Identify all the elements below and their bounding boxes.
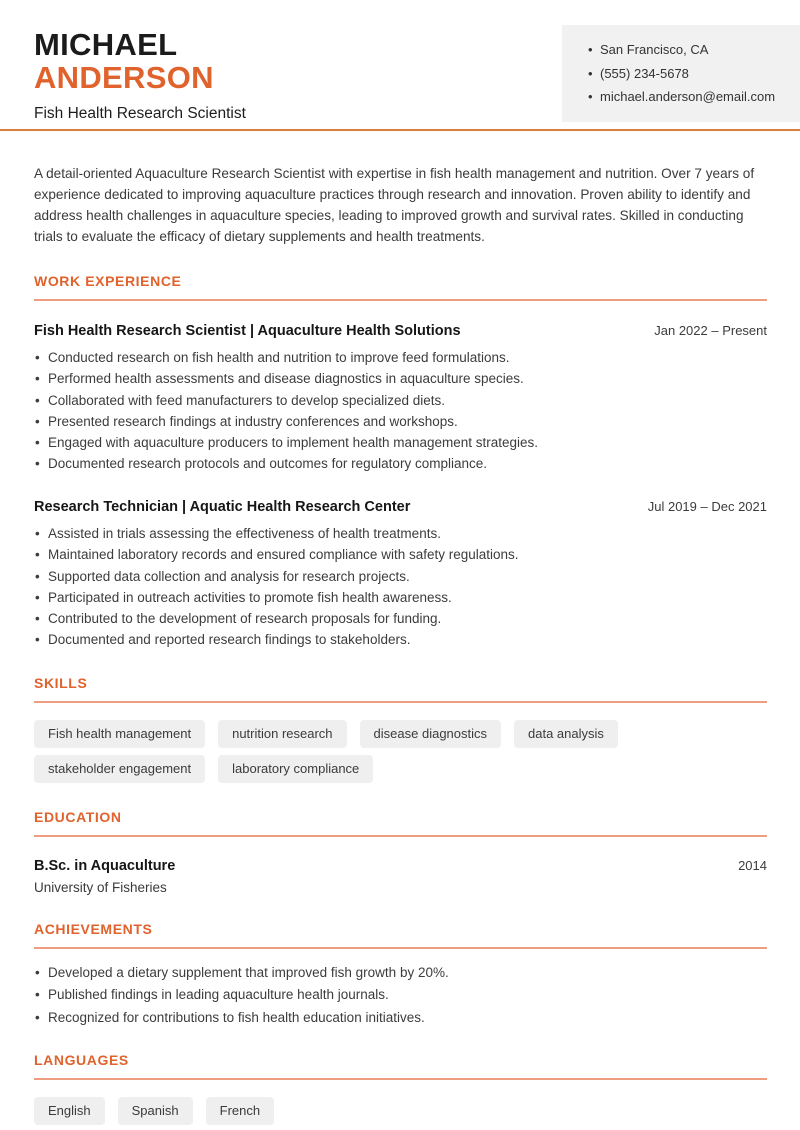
achievements-title: ACHIEVEMENTS (34, 921, 767, 949)
resume-content (0, 163, 800, 1125)
job-heading: Research Technician | Aquatic Health Research Center (34, 498, 411, 515)
job-dates: Jul 2019 – Dec 2021 (647, 498, 767, 514)
education-year: 2014 (738, 857, 767, 873)
bullet-icon: • (588, 89, 593, 104)
skill-chip: Fish health management (34, 720, 205, 748)
contact-phone-text: (555) 234-5678 (600, 65, 689, 81)
bullet-icon: • (588, 65, 593, 81)
skill-chip: disease diagnostics (360, 720, 501, 748)
job-heading: Fish Health Research Scientist | Aquaculture Health Solutions (34, 323, 461, 339)
languages-chip-list (34, 1097, 767, 1125)
job-header (34, 499, 767, 515)
contact-card (562, 25, 800, 122)
achievements-bullet-list (34, 965, 767, 1027)
summary-paragraph: A detail-oriented Aquaculture Research Scientist with expertise in fish health management and nutrition. Over 7 years of experience dedicated to improving aquaculture practices through research and innovation. Proven ability to identify and address health challenges in aquaculture species, leading to improved growth and survival rates. Skilled in conducting trials to evaluate the efficacy of dietary supplements and health treatments. (34, 166, 755, 244)
skill-chip: laboratory compliance (218, 755, 373, 783)
job-bullet: • Assisted in trials assessing the effectiveness of health treatments. (34, 526, 767, 543)
header (0, 0, 800, 129)
contact-location-text: San Francisco, CA (600, 42, 709, 57)
contact-email-text: michael.anderson@email.com (600, 89, 776, 104)
skill-chip: stakeholder engagement (34, 755, 205, 783)
section-languages (34, 1052, 767, 1125)
skills-chip-list (34, 720, 767, 783)
job-bullet: • Participated in outreach activities to promote fish health awareness. (34, 590, 767, 607)
skills-title: SKILLS (34, 675, 767, 703)
first-name: MICHAEL (34, 27, 178, 62)
header-job-title: Fish Health Research Scientist (34, 105, 246, 122)
education-degree: B.Sc. in Aquaculture (34, 857, 176, 874)
job-bullet: • Documented research protocols and outcomes for regulatory compliance. (34, 456, 767, 473)
job-entry (34, 323, 767, 473)
skill-chip: data analysis (514, 720, 618, 748)
job-header (34, 323, 767, 339)
contact-location (588, 38, 784, 62)
last-name: ANDERSON (34, 60, 214, 95)
language-chip: French (206, 1097, 274, 1125)
job-bullet: • Contributed to the development of research proposals for funding. (34, 611, 767, 628)
job-bullet-list (34, 350, 767, 473)
job-bullet: • Engaged with aquaculture producers to implement health management strategies. (34, 435, 767, 452)
job-bullet: • Presented research findings at industry conferences and workshops. (34, 414, 767, 431)
job-bullet: • Conducted research on fish health and nutrition to improve feed formulations. (34, 350, 767, 367)
achievement-bullet: • Published findings in leading aquaculture health journals. (34, 987, 767, 1004)
section-education (34, 809, 767, 895)
section-work-experience (34, 273, 767, 649)
bullet-icon: • (588, 42, 593, 57)
job-bullet: • Supported data collection and analysis for research projects. (34, 569, 767, 586)
language-chip: English (34, 1097, 105, 1125)
job-dates: Jan 2022 – Present (654, 323, 767, 338)
section-skills (34, 675, 767, 783)
job-bullet: • Maintained laboratory records and ensured compliance with safety regulations. (34, 547, 767, 564)
language-chip: Spanish (118, 1097, 193, 1125)
job-bullet: • Documented and reported research findings to stakeholders. (34, 632, 767, 649)
education-school: University of Fisheries (34, 879, 167, 895)
education-entry (34, 858, 767, 874)
job-bullet-list (34, 526, 767, 649)
work-experience-title: WORK EXPERIENCE (34, 273, 767, 301)
job-entry (34, 499, 767, 649)
job-bullet: • Collaborated with feed manufacturers to develop specialized diets. (34, 393, 767, 410)
education-title: EDUCATION (34, 809, 767, 837)
contact-phone (588, 62, 784, 86)
contact-list (588, 38, 784, 109)
skill-chip: nutrition research (218, 720, 346, 748)
languages-title: LANGUAGES (34, 1052, 767, 1080)
achievement-bullet: • Developed a dietary supplement that improved fish growth by 20%. (34, 965, 767, 982)
job-bullet: • Performed health assessments and disease diagnostics in aquaculture species. (34, 371, 767, 388)
section-achievements (34, 921, 767, 1027)
achievement-bullet: • Recognized for contributions to fish health education initiatives. (34, 1010, 767, 1027)
header-divider (0, 129, 800, 131)
contact-email (588, 85, 784, 109)
